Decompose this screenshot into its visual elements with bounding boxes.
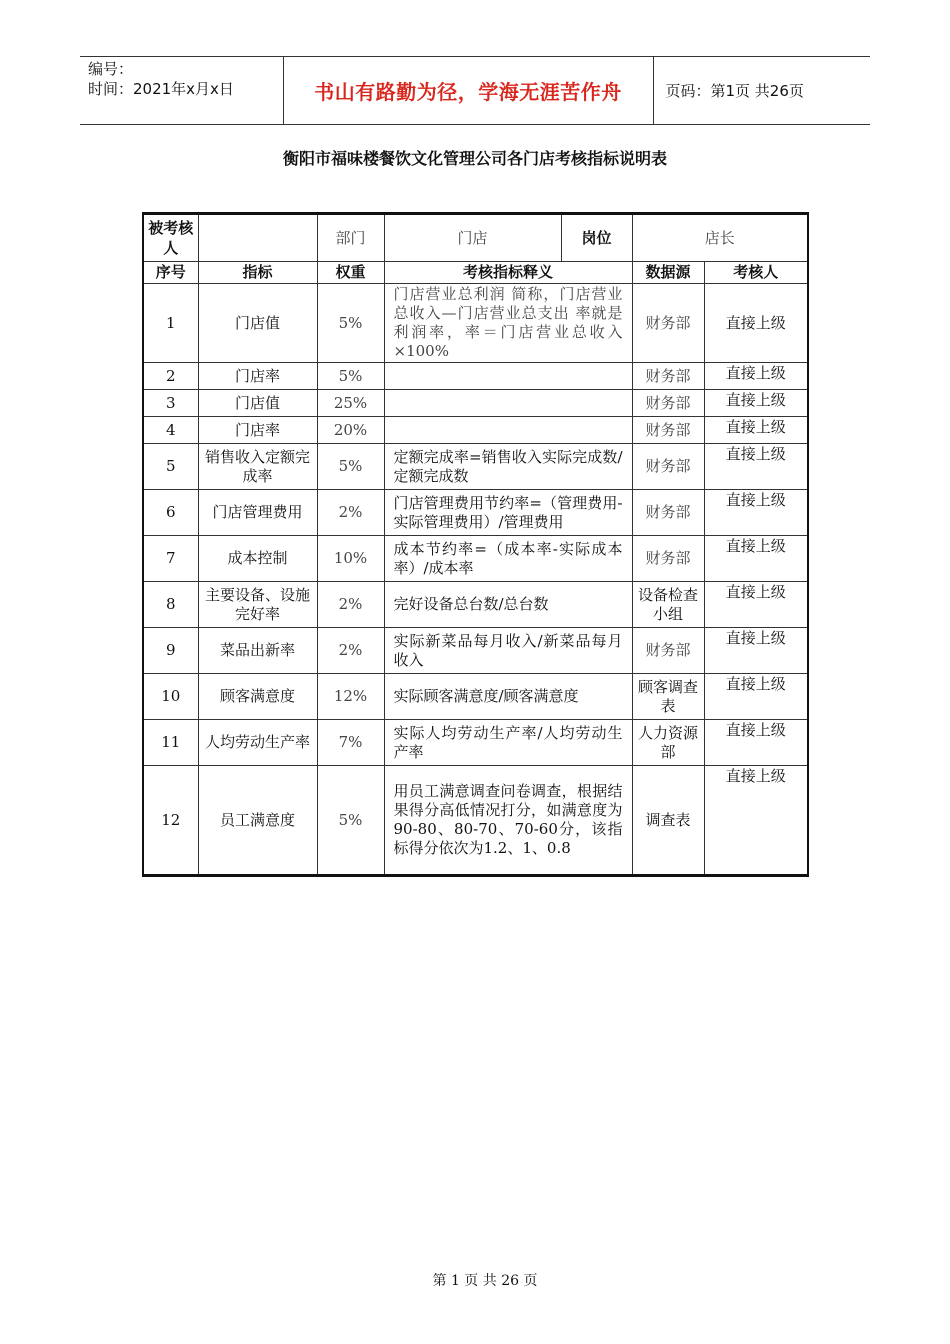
row-number: 9 xyxy=(143,628,198,674)
row-source: 财务部 xyxy=(632,444,704,490)
table-row xyxy=(143,674,808,720)
row-indicator: 门店管理费用 xyxy=(198,490,317,536)
row-description: 门店营业总利润 简称，门店营业总收入—门店营业总支出 率就是利润率，率＝门店营业总收入×100% xyxy=(384,284,632,363)
row-source: 设备检查小组 xyxy=(632,582,704,628)
table-row xyxy=(143,417,808,444)
row-description xyxy=(384,363,632,390)
row-assessor: 直接上级 xyxy=(704,417,808,444)
row-assessor: 直接上级 xyxy=(704,766,808,876)
row-number: 11 xyxy=(143,720,198,766)
row-description: 门店管理费用节约率=（管理费用-实际管理费用）/管理费用 xyxy=(384,490,632,536)
row-weight: 20% xyxy=(317,417,384,444)
table-row xyxy=(143,628,808,674)
table-row xyxy=(143,363,808,390)
row-number: 2 xyxy=(143,363,198,390)
header-left xyxy=(80,57,283,125)
col-header-no: 序号 xyxy=(143,262,198,284)
row-number: 6 xyxy=(143,490,198,536)
row-assessor: 直接上级 xyxy=(704,582,808,628)
table-row xyxy=(143,390,808,417)
row-indicator: 门店率 xyxy=(198,417,317,444)
row-description: 成本节约率=（成本率-实际成本率）/成本率 xyxy=(384,536,632,582)
row-number: 10 xyxy=(143,674,198,720)
row-source: 财务部 xyxy=(632,628,704,674)
row-source: 人力资源部 xyxy=(632,720,704,766)
header-middle xyxy=(283,57,653,125)
row-indicator: 销售收入定额完成率 xyxy=(198,444,317,490)
row-number: 8 xyxy=(143,582,198,628)
row-description: 实际新菜品每月收入/新菜品每月收入 xyxy=(384,628,632,674)
row-weight: 25% xyxy=(317,390,384,417)
row-description xyxy=(384,390,632,417)
row-source: 调查表 xyxy=(632,766,704,876)
row-indicator: 门店值 xyxy=(198,284,317,363)
table-row xyxy=(143,720,808,766)
department-value: 门店 xyxy=(385,215,562,261)
table-row xyxy=(143,766,808,876)
row-description xyxy=(384,417,632,444)
motto: 书山有路勤为径，学海无涯苦作舟 xyxy=(314,80,622,104)
row-source: 财务部 xyxy=(632,536,704,582)
row-assessor: 直接上级 xyxy=(704,490,808,536)
row-weight: 10% xyxy=(317,536,384,582)
time-label: 时间：2021年x月x日 xyxy=(88,80,234,98)
col-header-source: 数据源 xyxy=(632,262,704,284)
col-header-indicator: 指标 xyxy=(198,262,317,284)
row-description: 实际人均劳动生产率/人均劳动生产率 xyxy=(384,720,632,766)
row-number: 3 xyxy=(143,390,198,417)
row-number: 7 xyxy=(143,536,198,582)
row-indicator: 人均劳动生产率 xyxy=(198,720,317,766)
assessment-table xyxy=(142,212,809,877)
table-row xyxy=(143,444,808,490)
number-label: 编号： xyxy=(88,60,134,78)
row-number: 12 xyxy=(143,766,198,876)
row-number: 4 xyxy=(143,417,198,444)
row-assessor: 直接上级 xyxy=(704,674,808,720)
assessee-label: 被考核人 xyxy=(143,214,198,262)
row-indicator: 员工满意度 xyxy=(198,766,317,876)
table-row xyxy=(143,284,808,363)
row-assessor: 直接上级 xyxy=(704,363,808,390)
row-source: 财务部 xyxy=(632,390,704,417)
row-indicator: 顾客满意度 xyxy=(198,674,317,720)
row-weight: 5% xyxy=(317,284,384,363)
row-number: 5 xyxy=(143,444,198,490)
row-weight: 7% xyxy=(317,720,384,766)
department-value-cell xyxy=(384,214,632,262)
info-row xyxy=(143,214,808,262)
row-description: 定额完成率=销售收入实际完成数/定额完成数 xyxy=(384,444,632,490)
table-row xyxy=(143,536,808,582)
row-weight: 5% xyxy=(317,444,384,490)
col-header-weight: 权重 xyxy=(317,262,384,284)
row-indicator: 菜品出新率 xyxy=(198,628,317,674)
row-weight: 2% xyxy=(317,490,384,536)
row-weight: 2% xyxy=(317,582,384,628)
row-assessor: 直接上级 xyxy=(704,536,808,582)
row-weight: 2% xyxy=(317,628,384,674)
page-footer: 第 1 页 共 26 页 xyxy=(432,1273,538,1289)
row-description: 用员工满意调查问卷调查，根据结果得分高低情况打分，如满意度为90-80、80-70、70-60分，该指标得分依次为1.2、1、0.8 xyxy=(384,766,632,876)
position-value: 店长 xyxy=(632,214,808,262)
department-label: 部门 xyxy=(317,214,384,262)
row-indicator: 成本控制 xyxy=(198,536,317,582)
page-header xyxy=(80,56,870,125)
table-row xyxy=(143,490,808,536)
position-label: 岗位 xyxy=(581,228,612,247)
row-assessor: 直接上级 xyxy=(704,720,808,766)
row-description: 完好设备总台数/总台数 xyxy=(384,582,632,628)
row-weight: 12% xyxy=(317,674,384,720)
row-indicator: 门店率 xyxy=(198,363,317,390)
row-assessor: 直接上级 xyxy=(704,284,808,363)
document-title: 衡阳市福味楼餐饮文化管理公司各门店考核指标说明表 xyxy=(282,149,667,168)
row-source: 财务部 xyxy=(632,284,704,363)
row-source: 财务部 xyxy=(632,363,704,390)
row-source: 顾客调查表 xyxy=(632,674,704,720)
table-row xyxy=(143,582,808,628)
row-indicator: 主要设备、设施完好率 xyxy=(198,582,317,628)
row-weight: 5% xyxy=(317,766,384,876)
page-label: 页码：第1页 共26页 xyxy=(653,57,870,125)
row-weight: 5% xyxy=(317,363,384,390)
row-assessor: 直接上级 xyxy=(704,444,808,490)
row-source: 财务部 xyxy=(632,490,704,536)
col-header-desc: 考核指标释义 xyxy=(384,262,632,284)
column-header-row xyxy=(143,262,808,284)
col-header-assessor: 考核人 xyxy=(704,262,808,284)
row-source: 财务部 xyxy=(632,417,704,444)
row-indicator: 门店值 xyxy=(198,390,317,417)
row-assessor: 直接上级 xyxy=(704,628,808,674)
row-assessor: 直接上级 xyxy=(704,390,808,417)
row-description: 实际顾客满意度/顾客满意度 xyxy=(384,674,632,720)
assessee-value xyxy=(198,214,317,262)
row-number: 1 xyxy=(143,284,198,363)
